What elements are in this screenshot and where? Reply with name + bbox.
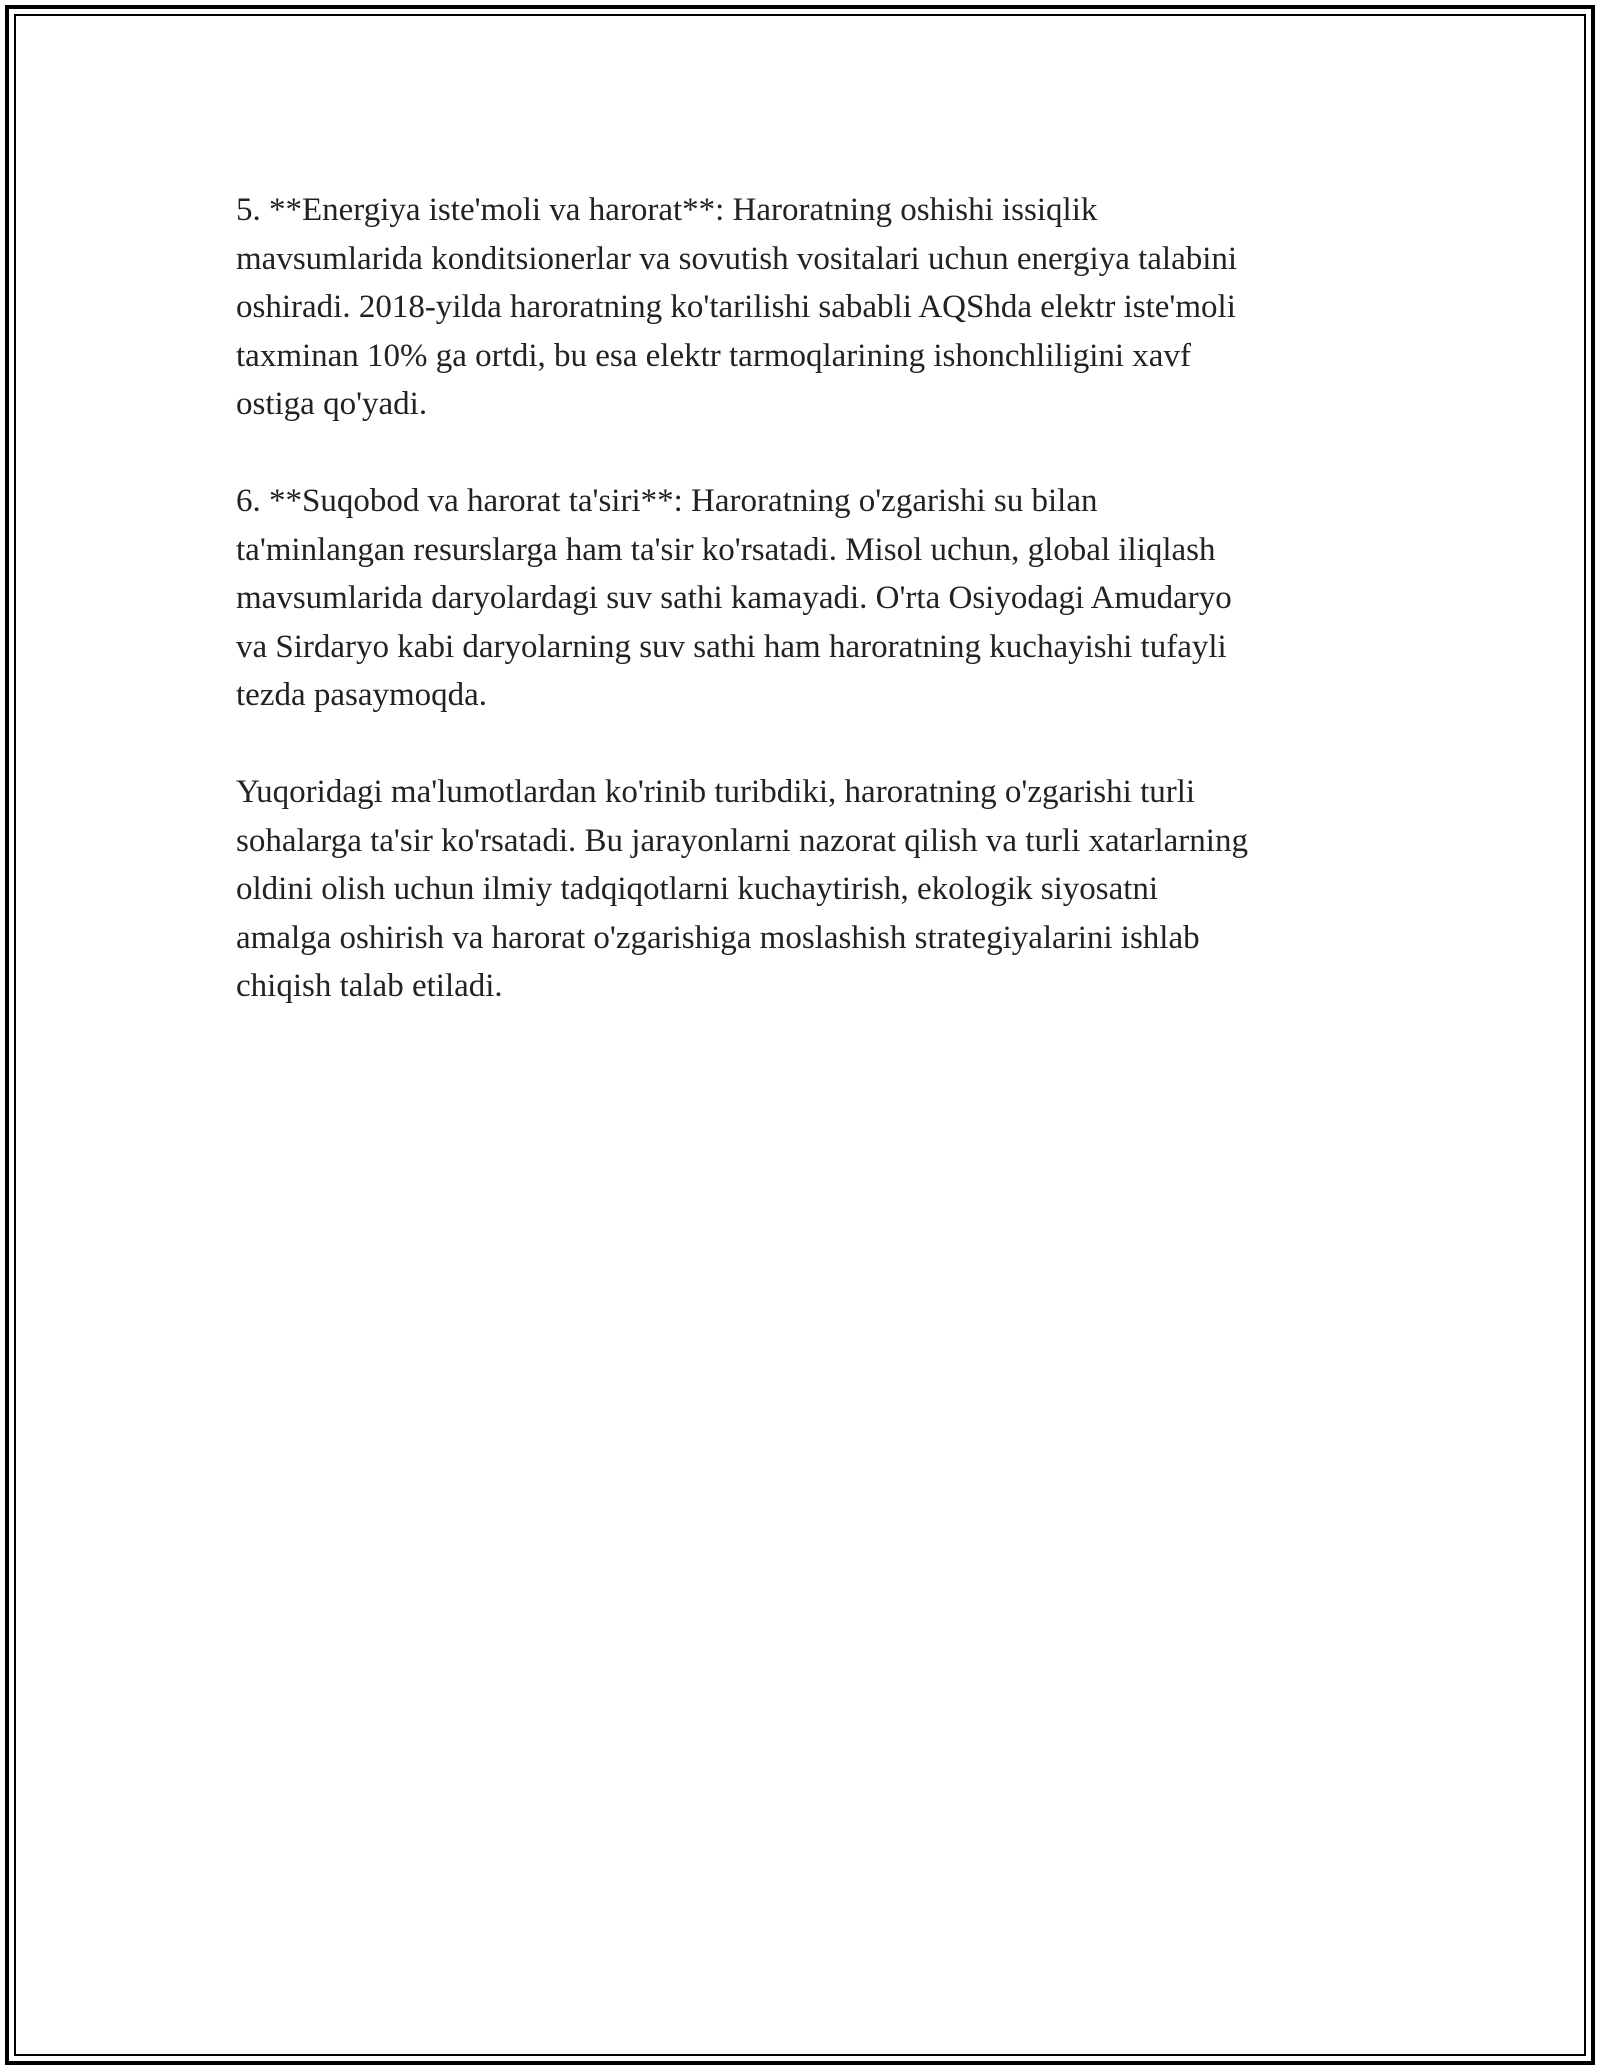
document-body bbox=[236, 186, 1376, 1059]
paragraph-energy-consumption: 5. **Energiya iste'moli va harorat**: Haroratning oshishi issiqlik mavsumlarida konditsionerlar va sovutish vositalari uchun energiya talabini oshiradi. 2018-yilda haroratning ko'tarilishi sababli AQShda elektr iste'moli taxminan 10% ga ortdi, bu esa elektr tarmoqlarining ishonchliligini xavf ostiga qo'yadi. bbox=[236, 192, 1238, 422]
paragraph-conclusion: Yuqoridagi ma'lumotlardan ko'rinib turibdiki, haroratning o'zgarishi turli sohalarga ta'sir ko'rsatadi. Bu jarayonlarni nazorat qilish va turli xatarlarning oldini olish uchun ilmiy tadqiqotlarni kuchaytirish, ekologik siyosatni amalga oshirish va harorat o'zgarishiga moslashish strategiyalarini ishlab chiqish talab etiladi. bbox=[236, 774, 1248, 1004]
paragraph-water-resources: 6. **Suqobod va harorat ta'siri**: Haroratning o'zgarishi su bilan ta'minlangan resurslarga ham ta'sir ko'rsatadi. Misol uchun, global iliqlash mavsumlarida daryolardagi suv sathi kamayadi. O'rta Osiyodagi Amudaryo va Sirdaryo kabi daryolarning suv sathi ham haroratning kuchayishi tufayli tezda pasaymoqda. bbox=[236, 483, 1232, 713]
